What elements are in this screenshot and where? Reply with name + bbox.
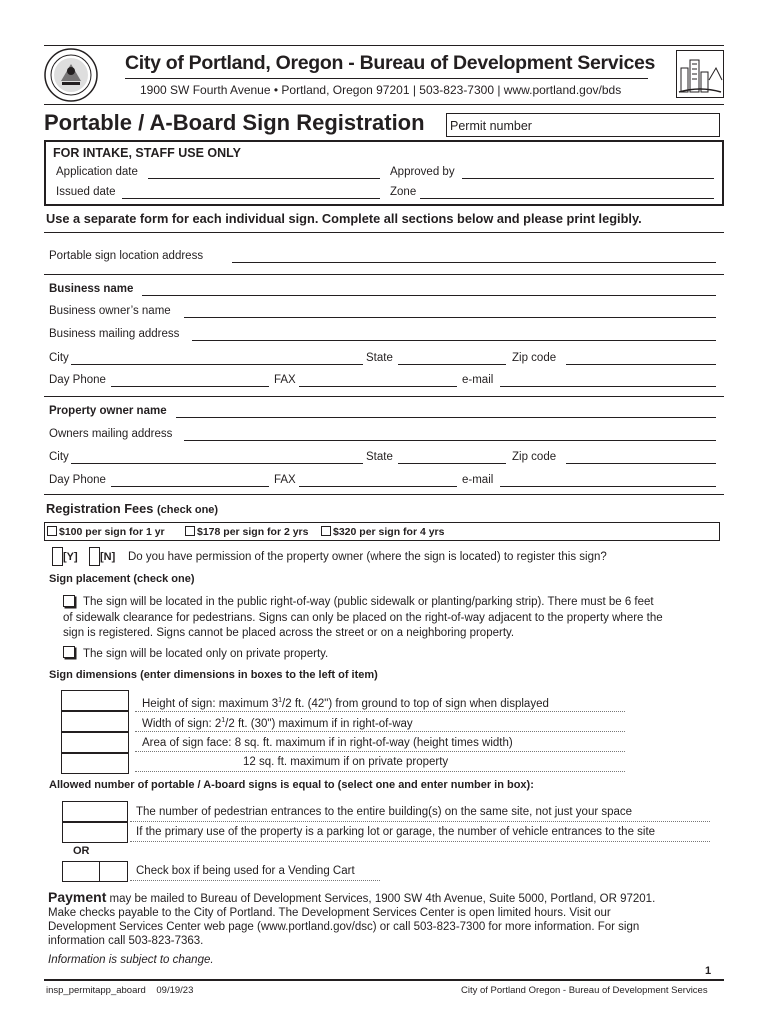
placement-private-checkbox[interactable] (63, 646, 75, 658)
allowed-pedestrian-label: The number of pedestrian entrances to the entire building(s) on the same site, not just your space (136, 806, 633, 818)
org-title-underline (125, 78, 648, 79)
application-date-field[interactable] (148, 178, 380, 179)
fee-option-1yr-label: $100 per sign for 1 yr (59, 526, 165, 538)
location-label: Portable sign location address (49, 250, 204, 262)
property-phone-field[interactable] (111, 486, 269, 487)
property-fax-label: FAX (274, 474, 296, 486)
payment-line3: Development Services Center web page (www.portland.gov/dsc) or call 503-823-7300 for more information. For sign (48, 921, 640, 933)
intake-heading: FOR INTAKE, STAFF USE ONLY (53, 146, 241, 160)
property-owner-label: Property owner name (49, 405, 167, 417)
property-owner-field[interactable] (176, 417, 716, 418)
approved-by-field[interactable] (462, 178, 714, 179)
vending-cart-box[interactable] (62, 861, 128, 882)
business-city-label: City (49, 352, 69, 364)
business-fax-field[interactable] (299, 386, 457, 387)
business-fax-label: FAX (274, 374, 296, 386)
dimension-area-label: Area of sign face: 8 sq. ft. maximum if in right-of-way (height times width) (142, 737, 513, 749)
property-zip-field[interactable] (566, 463, 716, 464)
zone-label: Zone (390, 186, 417, 198)
permission-yes-checkbox[interactable] (52, 547, 63, 566)
dimension-area-box[interactable] (61, 732, 129, 753)
business-state-label: State (366, 352, 393, 364)
dimension-area-private-box[interactable] (61, 753, 129, 774)
dimension-height-box[interactable] (61, 690, 129, 711)
placement-row-line2: of sidewalk clearance for pedestrians. Signs can only be placed on the right-of-way adjacent to the property where the (63, 612, 663, 624)
vending-cart-dotline (130, 880, 380, 881)
fee-checkbox-4yr[interactable] (321, 526, 331, 536)
form-title: Portable / A-Board Sign Registration (44, 110, 425, 135)
instruction-text: Use a separate form for each individual sign. Complete all sections below and please print legibly. (46, 211, 642, 226)
placement-heading: Sign placement (check one) (49, 573, 195, 585)
fees-heading (46, 501, 218, 516)
org-address-line: 1900 SW Fourth Avenue • Portland, Oregon 97201 | 503-823-7300 | www.portland.gov/bds (140, 83, 622, 97)
payment-label: Payment (48, 889, 107, 905)
placement-row-line1: The sign will be located in the public right-of-way (public sidewalk or planting/parking strip). There must be 6 feet (83, 596, 654, 608)
vending-cart-divider (99, 862, 100, 881)
city-seal-icon (44, 47, 98, 103)
dimension-area-dotline (135, 751, 625, 752)
dimension-width-label (142, 717, 413, 730)
dimension-height-label (142, 697, 549, 710)
dimension-area-private-dotline (135, 771, 625, 772)
header-top-rule (44, 45, 724, 46)
business-zip-field[interactable] (566, 364, 716, 365)
payment-note: Information is subject to change. (48, 954, 214, 966)
fee-checkbox-1yr[interactable] (47, 526, 57, 536)
location-rule (44, 274, 724, 275)
property-zip-label: Zip code (512, 451, 557, 463)
placement-row-line3: sign is registered. Signs cannot be placed across the street or on a neighboring property. (63, 627, 515, 639)
property-mailing-label: Owners mailing address (49, 428, 173, 440)
dimensions-heading: Sign dimensions (enter dimensions in boxes to the left of item) (49, 669, 378, 681)
property-city-label: City (49, 451, 69, 463)
fees-heading-note: (check one) (156, 504, 219, 516)
property-phone-label: Day Phone (49, 474, 106, 486)
approved-by-label: Approved by (390, 166, 455, 178)
placement-private-label: The sign will be located only on private property. (83, 648, 329, 660)
location-field[interactable] (232, 262, 716, 263)
business-name-field[interactable] (142, 295, 716, 296)
allowed-pedestrian-dotline (130, 821, 710, 822)
fee-option-2yr[interactable] (185, 526, 308, 538)
permission-question: Do you have permission of the property owner (where the sign is located) to register this sign? (128, 551, 607, 563)
allowed-pedestrian-box[interactable] (62, 801, 128, 822)
property-rule (44, 494, 724, 495)
dimension-width-box[interactable] (61, 711, 129, 732)
allowed-parking-box[interactable] (62, 822, 128, 843)
business-name-label: Business name (49, 283, 134, 295)
allowed-parking-dotline (130, 841, 710, 842)
business-owner-label: Business owner’s name (49, 305, 171, 317)
fee-option-4yr[interactable] (321, 526, 444, 538)
permission-no-label: [N] (100, 551, 116, 563)
allowed-parking-label: If the primary use of the property is a parking lot or garage, the number of vehicle entrances to the site (136, 826, 656, 838)
payment-line4: information call 503-823-7363. (48, 935, 204, 947)
header-bottom-rule (44, 104, 724, 105)
height-text-post: /2 ft. (42") from ground to top of sign when displayed (282, 698, 549, 710)
permit-number-box[interactable] (446, 113, 720, 137)
height-frac: 1 (278, 697, 283, 704)
business-phone-label: Day Phone (49, 374, 106, 386)
width-text-pre: Width of sign: 2 (142, 718, 222, 730)
zone-field[interactable] (420, 198, 714, 199)
business-rule (44, 396, 724, 397)
issued-date-label: Issued date (56, 186, 116, 198)
dimension-height-dotline (135, 711, 625, 712)
fee-option-4yr-label: $320 per sign for 4 yrs (333, 526, 445, 538)
fee-option-1yr[interactable] (47, 526, 165, 538)
footer-org: City of Portland Oregon - Bureau of Development Services (461, 985, 708, 996)
fee-option-2yr-label: $178 per sign for 2 yrs (197, 526, 309, 538)
property-state-label: State (366, 451, 393, 463)
payment-line2: Make checks payable to the City of Portland. The Development Services Center is open limited hours. Visit our (48, 907, 611, 919)
business-owner-field[interactable] (184, 317, 716, 318)
property-email-field[interactable] (500, 486, 716, 487)
business-mailing-label: Business mailing address (49, 328, 180, 340)
dimension-width-dotline (135, 731, 625, 732)
page-number: 1 (705, 965, 712, 977)
issued-date-field[interactable] (122, 198, 380, 199)
width-frac: 1 (221, 717, 226, 724)
property-fax-field[interactable] (299, 486, 457, 487)
allowed-heading: Allowed number of portable / A-board signs is equal to (select one and enter number in box): (49, 779, 534, 791)
fee-checkbox-2yr[interactable] (185, 526, 195, 536)
business-state-field[interactable] (398, 364, 506, 365)
footer-rule (44, 979, 724, 981)
allowed-or-label: OR (73, 845, 90, 857)
business-email-label: e-mail (462, 374, 494, 386)
permission-yes-label: [Y] (63, 551, 78, 563)
width-text-post: /2 ft. (30") maximum if in right-of-way (225, 718, 413, 730)
instruction-rule (44, 232, 724, 233)
permit-number-label: Permit number (450, 119, 532, 133)
org-title: City of Portland, Oregon - Bureau of Development Services (125, 52, 656, 74)
business-zip-label: Zip code (512, 352, 557, 364)
skyline-logo-icon (676, 50, 724, 98)
fees-heading-label: Registration Fees (46, 501, 154, 516)
payment-line1-text: may be mailed to Bureau of Development Services, 1900 SW 4th Avenue, Suite 5000, Portland, OR 97201. (106, 893, 656, 905)
business-mailing-field[interactable] (192, 340, 716, 341)
property-state-field[interactable] (398, 463, 506, 464)
property-mailing-field[interactable] (184, 440, 716, 441)
dimension-area-private-label: 12 sq. ft. maximum if on private property (243, 756, 449, 768)
business-phone-field[interactable] (111, 386, 269, 387)
property-email-label: e-mail (462, 474, 494, 486)
height-text-pre: Height of sign: maximum 3 (142, 698, 279, 710)
business-city-field[interactable] (71, 364, 363, 365)
permission-no-checkbox[interactable] (89, 547, 100, 566)
business-email-field[interactable] (500, 386, 716, 387)
placement-row-checkbox[interactable] (63, 595, 75, 607)
vending-cart-label: Check box if being used for a Vending Cart (136, 865, 355, 877)
footer-form-code: insp_permitapp_aboard 09/19/23 (46, 985, 194, 996)
application-date-label: Application date (56, 166, 138, 178)
property-city-field[interactable] (71, 463, 363, 464)
payment-line1 (48, 889, 655, 905)
